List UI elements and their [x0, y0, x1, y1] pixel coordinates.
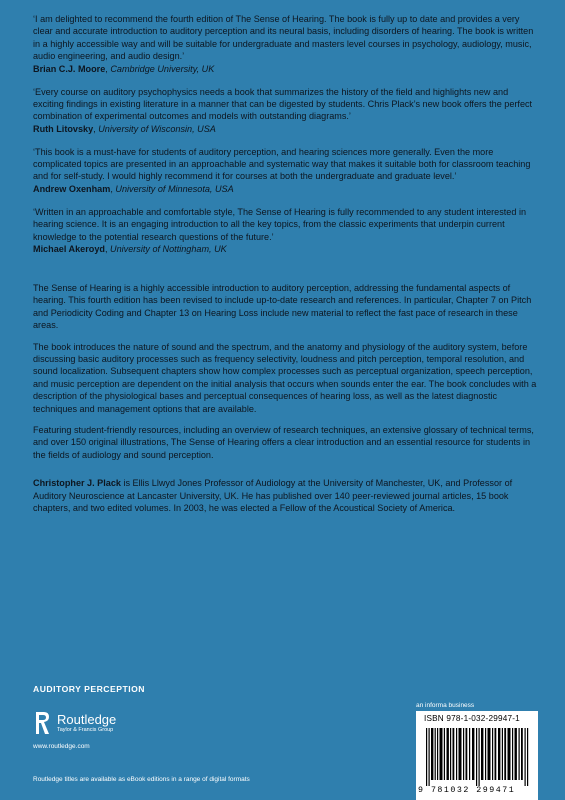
publisher-url: www.routledge.com	[33, 743, 90, 750]
barcode-digits: 9 781032 299471	[418, 786, 516, 795]
review-4	[33, 206, 538, 256]
description-paragraph-3: Featuring student-friendly resources, including an overview of research techniques, an extensive glossary of technical terms, and over 150 original illustrations, The Sense of Hearing offers a clear introduction and an essential resource for students in the fields of audiology and sound perception.	[33, 424, 534, 460]
review-1	[33, 13, 538, 75]
ebook-note: Routledge titles are available as eBook editions in a range of digital formats	[33, 776, 250, 783]
back-cover-content	[33, 13, 538, 514]
review-2	[33, 86, 538, 136]
isbn-label: ISBN 978-1-032-29947-1	[424, 714, 520, 723]
description-paragraph-1: The Sense of Hearing is a highly accessible introduction to auditory perception, addressing the fundamental aspects of hearing. This fourth edition has been revised to include up-to-date research and references. In particular, Chapter 7 on Pitch and Periodicity Coding and Chapter 13 on Hearing Loss include new material to reflect the fast pace of research in these areas.	[33, 282, 532, 331]
review-text: ‘Written in an approachable and comfortable style, The Sense of Hearing is fully recommended to any student interested in hearing science. It is an engaging introduction to all the key topics, from the classic experiments that underpin current knowledge to the potential research questions of the future.’	[33, 206, 527, 242]
author-bio	[33, 477, 538, 514]
reviewer-affiliation: University of Nottingham, UK	[110, 244, 227, 254]
review-attribution: Ruth Litovsky, University of Wisconsin, USA	[33, 123, 216, 134]
publisher-block	[33, 710, 116, 736]
publisher-tagline: Taylor & Francis Group	[57, 727, 114, 733]
author-name: Christopher J. Plack	[33, 478, 121, 489]
reviewer-name: Andrew Oxenham	[33, 183, 111, 194]
barcode-panel	[416, 711, 538, 800]
description-paragraph-2: The book introduces the nature of sound and the spectrum, and the anatomy and physiology of the auditory system, before discussing basic auditory processes such as frequency selectivity, loudness and pitch perception, temporal resolution, and sound localization. Subsequent chapters show how complex processes such as perceptual organization, speech perception, and music perception are dependent on the initial analysis that occurs when sounds enter the ear. The book concludes with a description of the physiological bases and perceptual consequences of hearing loss, as well as the latest diagnostic techniques and management options that are available.	[33, 341, 537, 414]
publisher-name: Routledge	[57, 712, 117, 727]
review-3	[33, 146, 538, 196]
review-text: ‘This book is a must-have for students of auditory perception, and hearing sciences more generally. Even the more complicated topics are presented in an approachable and systematic way that makes it suitable both for classroom teaching and for self-study. I would highly recommend it for courses at both the undergraduate and graduate level.’	[33, 146, 531, 182]
review-attribution: Michael Akeroyd, University of Nottingham, UK	[33, 244, 227, 254]
subject-category: AUDITORY PERCEPTION	[33, 684, 146, 694]
routledge-logo-icon	[33, 710, 51, 736]
reviewer-affiliation: University of Wisconsin, USA	[98, 123, 216, 134]
reviewer-affiliation: University of Minnesota, USA	[115, 183, 234, 194]
publisher-text	[57, 713, 116, 733]
author-bio-text: is Ellis Llwyd Jones Professor of Audiology at the University of Manchester, UK, and Professor of Auditory Neuroscience at Lancaster University, UK. He has published over 140 peer-reviewed journal articles, 15 book chapters, and two edited volumes. In 2003, he was elected a Fellow of the Acoustical Society of America.	[33, 478, 513, 513]
informa-business-note: an informa business	[416, 702, 475, 709]
review-attribution: Brian C.J. Moore, Cambridge University, UK	[33, 63, 215, 74]
review-text: ‘I am delighted to recommend the fourth edition of The Sense of Hearing. The book is fully up to date and provides a very clear and accurate introduction to auditory perception and its neural basis, including disorders of hearing. The book is written in a highly accessible way and will be suitable for undergraduate and masters level courses in psychology, audiology, music, audio engineering, and audio design.’	[33, 14, 534, 62]
reviewer-name: Brian C.J. Moore	[33, 63, 106, 74]
reviewer-name: Michael Akeroyd	[33, 244, 105, 254]
review-text: ‘Every course on auditory psychophysics needs a book that summarizes the history of the field and highlights new and exciting findings in existing literature in a manner that can be digested by students. Chris Plack’s new book offers the perfect combination of experimental outcomes and models with outstanding diagrams.’	[33, 86, 533, 122]
review-attribution: Andrew Oxenham, University of Minnesota, USA	[33, 183, 234, 194]
barcode-bars	[426, 728, 530, 786]
reviewer-affiliation: Cambridge University, UK	[110, 63, 215, 74]
reviewer-name: Ruth Litovsky	[33, 123, 94, 134]
